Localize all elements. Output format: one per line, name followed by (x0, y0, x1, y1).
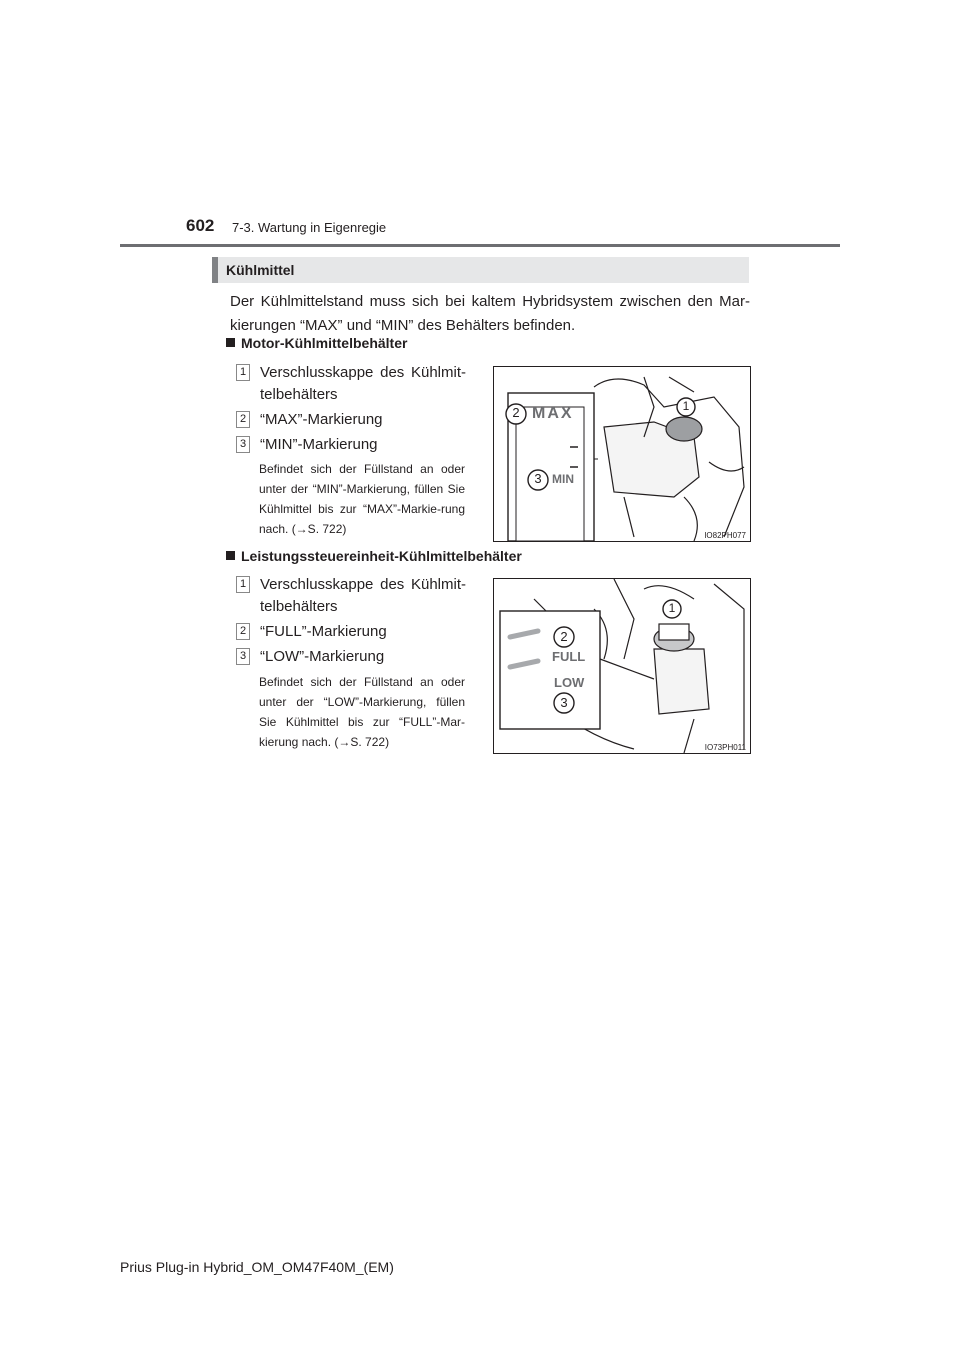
square-bullet-icon (226, 551, 235, 560)
section-heading-bar (212, 257, 749, 283)
intro-paragraph: Der Kühlmittelstand muss sich bei kaltem Hybridsystem zwischen den Mar-kierungen “MAX” und “MIN” des Behälters befinden. (230, 293, 750, 334)
callout-number: 1 (668, 601, 676, 615)
item-number: 3 (236, 648, 250, 665)
figure-code: IO73PH011 (704, 743, 746, 752)
item-number: 1 (236, 364, 250, 381)
item-text: “MAX”-Markierung (260, 411, 383, 428)
square-bullet-icon (226, 338, 235, 347)
engine-coolant-reservoir-figure (493, 366, 751, 542)
low-marking-label: LOW (554, 675, 585, 690)
page-number: 602 (186, 216, 215, 235)
callout-number: 3 (560, 695, 568, 710)
pcu-coolant-reservoir-drawing (494, 579, 750, 753)
item-text: Verschlusskappe des Kühlmit-telbehälters (260, 576, 466, 615)
max-marking-label: MAX (532, 405, 574, 422)
section-title: 7-3. Wartung in Eigenregie (232, 220, 387, 235)
subheading-pcu-coolant (226, 548, 522, 564)
figure-code: IO82PH077 (704, 531, 746, 540)
min-marking-label: MIN (552, 472, 574, 486)
section-heading: Kühlmittel (226, 262, 295, 278)
callout-number: 2 (512, 405, 520, 420)
note-text: Befindet sich der Füllstand an oder unter der “LOW”-Markierung, füllen Sie Kühlmittel bis zur “FULL”-Mar-kierung nach. (→S. 722) (259, 675, 465, 749)
item-number: 1 (236, 576, 250, 593)
item-text: “FULL”-Markierung (260, 623, 387, 640)
subheading-engine-coolant (226, 335, 407, 351)
callout-number: 3 (534, 471, 542, 486)
header-rule (120, 244, 840, 247)
note-text: Befindet sich der Füllstand an oder unter der “MIN”-Markierung, füllen Sie Kühlmittel bis zur “MAX”-Markie-rung nach. (→S. 722) (259, 462, 465, 536)
footer-document-id: Prius Plug-in Hybrid_OM_OM47F40M_(EM) (120, 1259, 394, 1275)
item-number: 3 (236, 436, 250, 453)
subheading-text: Leistungssteuereinheit-Kühlmittelbehälter (241, 548, 522, 564)
callout-number: 2 (560, 629, 568, 644)
full-marking-label: FULL (552, 649, 586, 664)
item-text: “LOW”-Markierung (260, 648, 385, 665)
item-text: Verschlusskappe des Kühlmit-telbehälters (260, 364, 466, 403)
item-number: 2 (236, 623, 250, 640)
engine-coolant-reservoir-drawing (494, 367, 750, 541)
item-number: 2 (236, 411, 250, 428)
item-text: “MIN”-Markierung (260, 436, 378, 453)
callout-number: 1 (682, 399, 690, 413)
section-heading-accent (212, 257, 218, 283)
pcu-coolant-reservoir-figure (493, 578, 751, 754)
subheading-text: Motor-Kühlmittelbehälter (241, 335, 408, 351)
